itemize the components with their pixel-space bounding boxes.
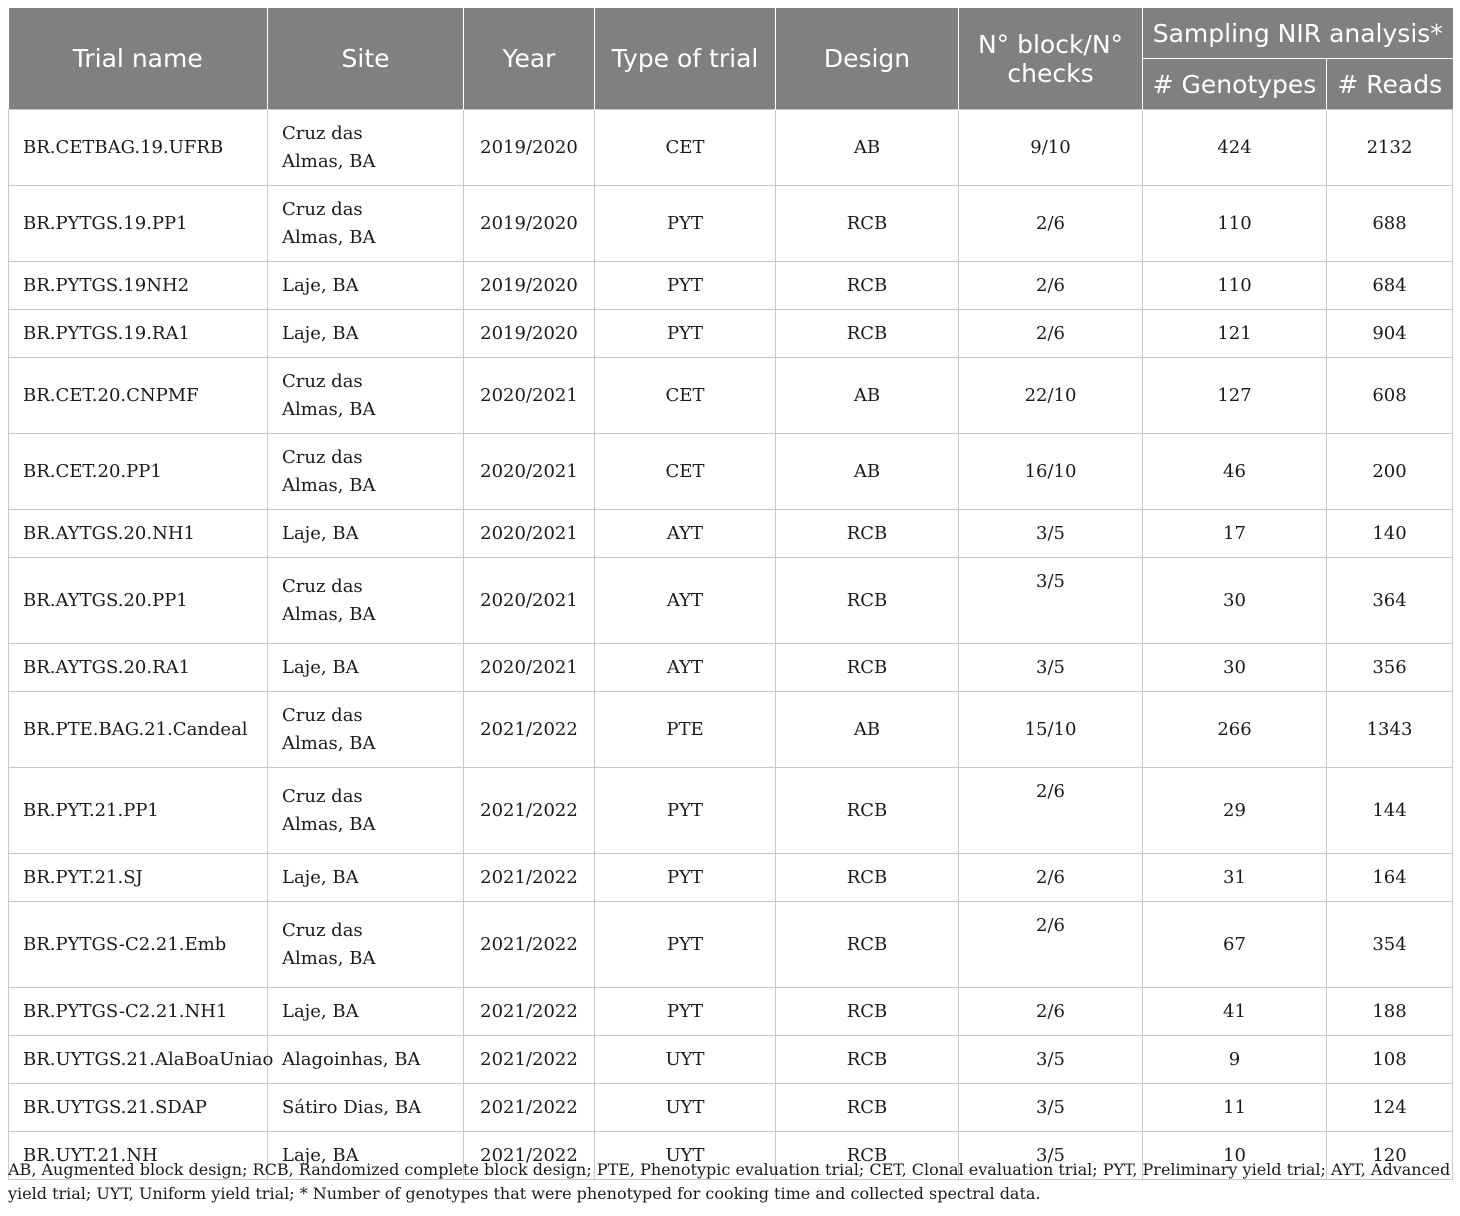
table-row	[9, 854, 1453, 902]
trial-table-container	[8, 8, 1452, 1180]
cell-year: 2019/2020	[464, 110, 595, 186]
cell-type: AYT	[595, 558, 776, 644]
cell-reads: 354	[1327, 902, 1453, 988]
header-site: Site	[268, 8, 464, 110]
cell-site: Cruz das Almas, BA	[268, 110, 464, 186]
cell-genotypes: 9	[1143, 1036, 1327, 1084]
cell-design: RCB	[776, 510, 959, 558]
cell-reads: 608	[1327, 358, 1453, 434]
cell-type: PYT	[595, 768, 776, 854]
cell-blocks-checks: 2/6	[959, 768, 1143, 854]
cell-design: AB	[776, 358, 959, 434]
cell-year: 2019/2020	[464, 262, 595, 310]
cell-site: Cruz das Almas, BA	[268, 902, 464, 988]
cell-reads: 356	[1327, 644, 1453, 692]
cell-genotypes: 41	[1143, 988, 1327, 1036]
cell-year: 2021/2022	[464, 902, 595, 988]
table-row	[9, 434, 1453, 510]
cell-type: AYT	[595, 644, 776, 692]
cell-site: Laje, BA	[268, 1132, 464, 1180]
cell-design: RCB	[776, 988, 959, 1036]
cell-design: RCB	[776, 558, 959, 644]
cell-reads: 188	[1327, 988, 1453, 1036]
cell-blocks-checks: 2/6	[959, 902, 1143, 988]
cell-design: RCB	[776, 902, 959, 988]
cell-type: PYT	[595, 854, 776, 902]
cell-year: 2019/2020	[464, 310, 595, 358]
cell-genotypes: 17	[1143, 510, 1327, 558]
cell-type: UYT	[595, 1132, 776, 1180]
table-row	[9, 768, 1453, 854]
cell-type: CET	[595, 358, 776, 434]
cell-blocks-checks: 3/5	[959, 1036, 1143, 1084]
cell-design: RCB	[776, 186, 959, 262]
cell-trial-name: BR.PYT.21.PP1	[9, 768, 268, 854]
cell-blocks-checks: 2/6	[959, 186, 1143, 262]
cell-blocks-checks: 16/10	[959, 434, 1143, 510]
table-row	[9, 558, 1453, 644]
cell-year: 2020/2021	[464, 358, 595, 434]
table-body	[9, 110, 1453, 1180]
table-row	[9, 186, 1453, 262]
cell-blocks-checks: 15/10	[959, 692, 1143, 768]
cell-year: 2021/2022	[464, 854, 595, 902]
table-header	[9, 8, 1453, 110]
table-row	[9, 902, 1453, 988]
cell-trial-name: BR.CET.20.CNPMF	[9, 358, 268, 434]
table-row	[9, 310, 1453, 358]
header-type-of-trial: Type of trial	[595, 8, 776, 110]
trial-table	[8, 8, 1453, 1180]
table-row	[9, 988, 1453, 1036]
table-row	[9, 110, 1453, 186]
cell-genotypes: 29	[1143, 768, 1327, 854]
cell-trial-name: BR.PYTGS.19NH2	[9, 262, 268, 310]
header-genotypes: # Genotypes	[1143, 59, 1327, 110]
table-row	[9, 510, 1453, 558]
cell-reads: 200	[1327, 434, 1453, 510]
cell-blocks-checks: 3/5	[959, 644, 1143, 692]
cell-genotypes: 266	[1143, 692, 1327, 768]
cell-year: 2019/2020	[464, 186, 595, 262]
cell-reads: 108	[1327, 1036, 1453, 1084]
cell-design: RCB	[776, 644, 959, 692]
cell-site: Cruz das Almas, BA	[268, 558, 464, 644]
cell-design: AB	[776, 110, 959, 186]
cell-trial-name: BR.AYTGS.20.NH1	[9, 510, 268, 558]
cell-trial-name: BR.UYTGS.21.SDAP	[9, 1084, 268, 1132]
cell-genotypes: 67	[1143, 902, 1327, 988]
cell-blocks-checks: 3/5	[959, 558, 1143, 644]
cell-site: Alagoinhas, BA	[268, 1036, 464, 1084]
cell-type: PYT	[595, 902, 776, 988]
cell-site: Laje, BA	[268, 510, 464, 558]
table-row	[9, 358, 1453, 434]
cell-year: 2021/2022	[464, 768, 595, 854]
cell-year: 2021/2022	[464, 1036, 595, 1084]
cell-design: AB	[776, 692, 959, 768]
cell-genotypes: 30	[1143, 558, 1327, 644]
cell-genotypes: 110	[1143, 186, 1327, 262]
cell-reads: 2132	[1327, 110, 1453, 186]
cell-design: RCB	[776, 310, 959, 358]
cell-site: Cruz das Almas, BA	[268, 692, 464, 768]
cell-genotypes: 121	[1143, 310, 1327, 358]
cell-trial-name: BR.CETBAG.19.UFRB	[9, 110, 268, 186]
cell-trial-name: BR.PYT.21.SJ	[9, 854, 268, 902]
cell-blocks-checks: 3/5	[959, 1132, 1143, 1180]
table-row	[9, 262, 1453, 310]
cell-site: Laje, BA	[268, 644, 464, 692]
cell-site: Cruz das Almas, BA	[268, 186, 464, 262]
cell-trial-name: BR.AYTGS.20.RA1	[9, 644, 268, 692]
cell-year: 2020/2021	[464, 644, 595, 692]
cell-type: PYT	[595, 310, 776, 358]
cell-site: Laje, BA	[268, 262, 464, 310]
table-row	[9, 1036, 1453, 1084]
cell-trial-name: BR.CET.20.PP1	[9, 434, 268, 510]
cell-trial-name: BR.AYTGS.20.PP1	[9, 558, 268, 644]
cell-blocks-checks: 9/10	[959, 110, 1143, 186]
cell-reads: 904	[1327, 310, 1453, 358]
table-row	[9, 1084, 1453, 1132]
cell-year: 2021/2022	[464, 1132, 595, 1180]
cell-trial-name: BR.PYTGS-C2.21.Emb	[9, 902, 268, 988]
cell-design: RCB	[776, 768, 959, 854]
cell-reads: 688	[1327, 186, 1453, 262]
cell-site: Laje, BA	[268, 854, 464, 902]
cell-year: 2020/2021	[464, 558, 595, 644]
cell-design: RCB	[776, 262, 959, 310]
cell-blocks-checks: 2/6	[959, 310, 1143, 358]
cell-year: 2020/2021	[464, 434, 595, 510]
cell-reads: 1343	[1327, 692, 1453, 768]
table-row	[9, 692, 1453, 768]
cell-genotypes: 31	[1143, 854, 1327, 902]
header-trial-name: Trial name	[9, 8, 268, 110]
cell-type: PTE	[595, 692, 776, 768]
cell-trial-name: BR.PYTGS.19.PP1	[9, 186, 268, 262]
cell-blocks-checks: 3/5	[959, 510, 1143, 558]
cell-blocks-checks: 2/6	[959, 988, 1143, 1036]
cell-genotypes: 127	[1143, 358, 1327, 434]
cell-reads: 364	[1327, 558, 1453, 644]
cell-genotypes: 46	[1143, 434, 1327, 510]
cell-design: RCB	[776, 1084, 959, 1132]
cell-reads: 140	[1327, 510, 1453, 558]
cell-genotypes: 11	[1143, 1084, 1327, 1132]
cell-year: 2020/2021	[464, 510, 595, 558]
cell-genotypes: 10	[1143, 1132, 1327, 1180]
cell-design: RCB	[776, 854, 959, 902]
cell-year: 2021/2022	[464, 988, 595, 1036]
header-year: Year	[464, 8, 595, 110]
cell-site: Laje, BA	[268, 988, 464, 1036]
cell-blocks-checks: 3/5	[959, 1084, 1143, 1132]
cell-blocks-checks: 22/10	[959, 358, 1143, 434]
cell-reads: 164	[1327, 854, 1453, 902]
header-reads: # Reads	[1327, 59, 1453, 110]
header-design: Design	[776, 8, 959, 110]
cell-site: Laje, BA	[268, 310, 464, 358]
cell-genotypes: 30	[1143, 644, 1327, 692]
cell-site: Cruz das Almas, BA	[268, 434, 464, 510]
cell-design: AB	[776, 434, 959, 510]
cell-genotypes: 424	[1143, 110, 1327, 186]
header-sampling-nir: Sampling NIR analysis*	[1143, 8, 1453, 59]
cell-type: PYT	[595, 262, 776, 310]
cell-site: Cruz das Almas, BA	[268, 358, 464, 434]
cell-type: CET	[595, 110, 776, 186]
cell-type: UYT	[595, 1036, 776, 1084]
table-footnote: AB, Augmented block design; RCB, Randomized complete block design; PTE, Phenotypic evaluation trial; CET, Clonal evaluation trial; PYT, Preliminary yield trial; AYT, Advanced yield trial; UYT, Uniform yield trial; * Number of genotypes that were phenotyped for cooking time and collected spectral data.	[8, 1160, 1451, 1203]
cell-reads: 684	[1327, 262, 1453, 310]
cell-trial-name: BR.PYTGS.19.RA1	[9, 310, 268, 358]
cell-type: AYT	[595, 510, 776, 558]
cell-site: Cruz das Almas, BA	[268, 768, 464, 854]
cell-design: RCB	[776, 1036, 959, 1084]
cell-design: RCB	[776, 1132, 959, 1180]
cell-reads: 120	[1327, 1132, 1453, 1180]
cell-blocks-checks: 2/6	[959, 854, 1143, 902]
cell-site: Sátiro Dias, BA	[268, 1084, 464, 1132]
cell-trial-name: BR.UYTGS.21.AlaBoaUniao	[9, 1036, 268, 1084]
cell-reads: 144	[1327, 768, 1453, 854]
cell-type: CET	[595, 434, 776, 510]
cell-blocks-checks: 2/6	[959, 262, 1143, 310]
cell-year: 2021/2022	[464, 1084, 595, 1132]
cell-reads: 124	[1327, 1084, 1453, 1132]
cell-type: PYT	[595, 186, 776, 262]
cell-genotypes: 110	[1143, 262, 1327, 310]
cell-trial-name: BR.UYT.21.NH	[9, 1132, 268, 1180]
header-blocks-checks: N° block/N° checks	[959, 8, 1143, 110]
cell-trial-name: BR.PYTGS-C2.21.NH1	[9, 988, 268, 1036]
cell-type: UYT	[595, 1084, 776, 1132]
cell-trial-name: BR.PTE.BAG.21.Candeal	[9, 692, 268, 768]
table-row	[9, 644, 1453, 692]
cell-year: 2021/2022	[464, 692, 595, 768]
cell-type: PYT	[595, 988, 776, 1036]
